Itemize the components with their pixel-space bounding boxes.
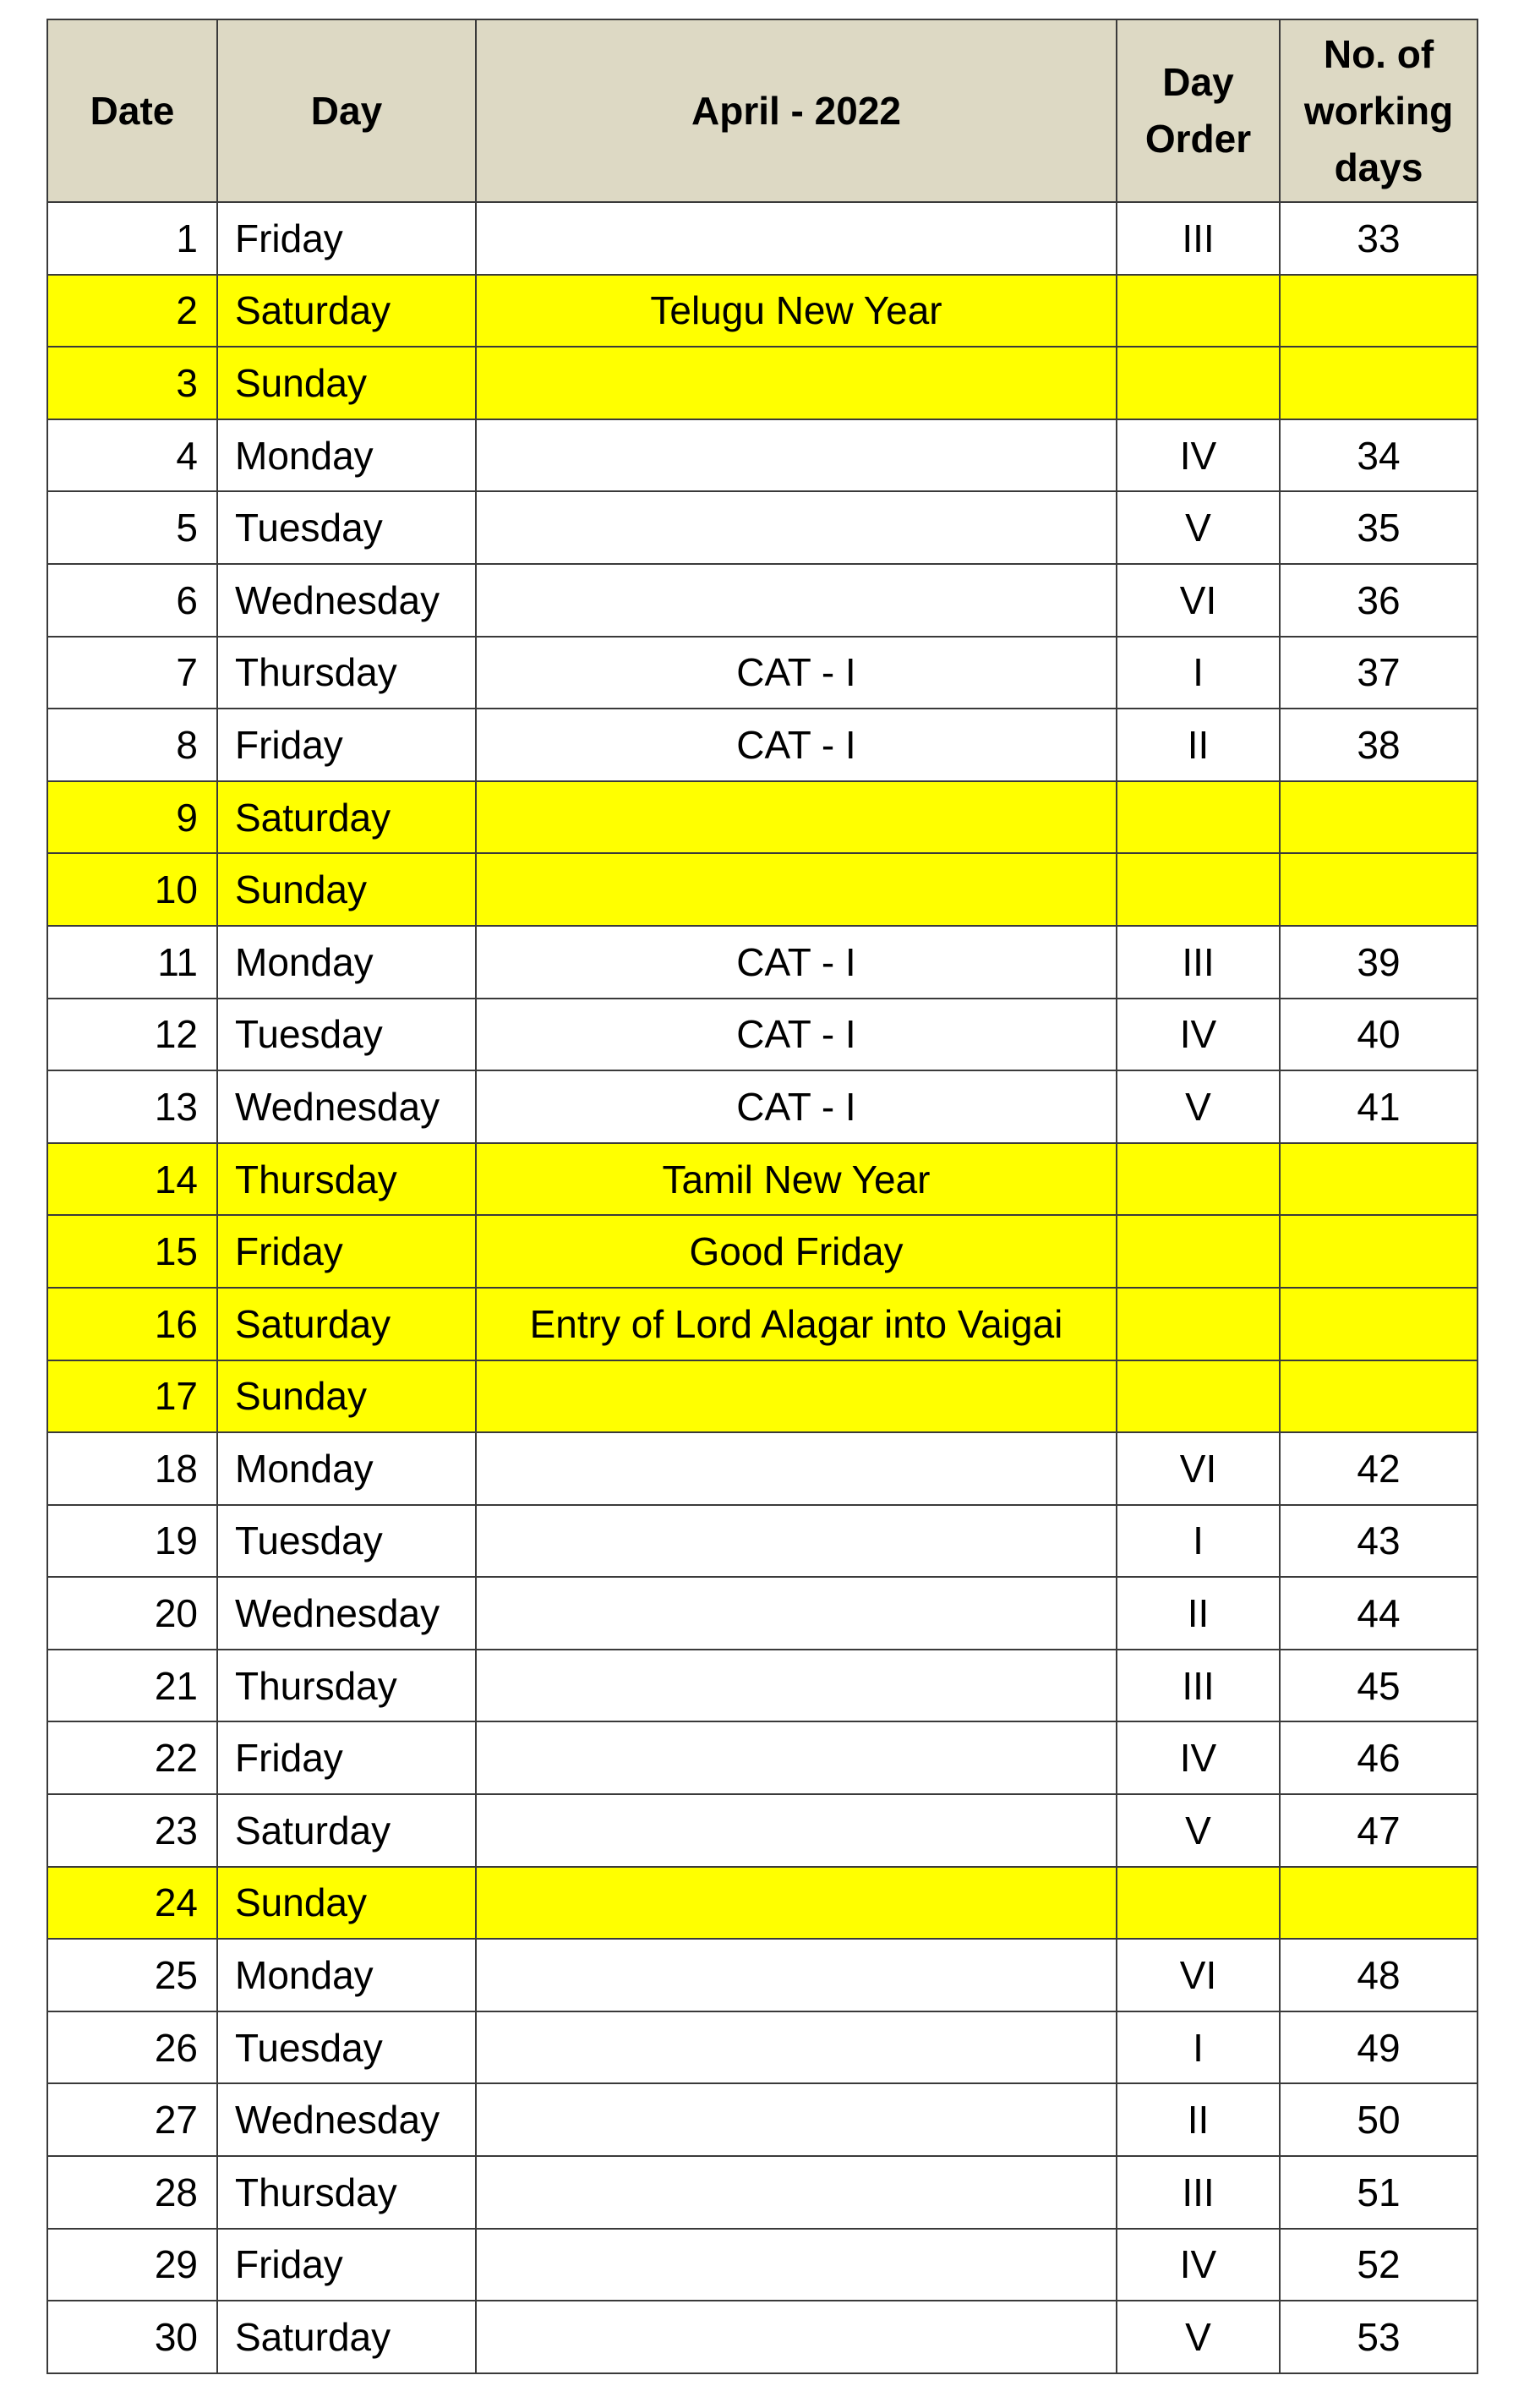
cell-day-order: II [1117,2083,1280,2156]
cell-day: Thursday [217,1143,476,1216]
cell-day-order: V [1117,491,1280,564]
table-row [47,999,1478,1071]
cell-day: Monday [217,419,476,492]
cell-working-days: 41 [1280,1070,1478,1143]
table-row [47,1794,1478,1867]
cell-working-days [1280,1288,1478,1360]
cell-working-days: 40 [1280,999,1478,1071]
cell-event [476,1721,1117,1794]
cell-day: Sunday [217,853,476,926]
cell-day: Saturday [217,2301,476,2373]
table-row [47,564,1478,637]
table-row [47,1867,1478,1940]
cell-day-order: I [1117,637,1280,709]
cell-working-days: 36 [1280,564,1478,637]
cell-date: 29 [47,2229,217,2301]
cell-event: Telugu New Year [476,275,1117,348]
cell-day: Tuesday [217,2011,476,2084]
cell-date: 2 [47,275,217,348]
cell-working-days [1280,347,1478,419]
table-row [47,926,1478,999]
cell-day-order [1117,1215,1280,1288]
cell-working-days [1280,275,1478,348]
cell-working-days: 38 [1280,709,1478,781]
cell-working-days: 48 [1280,1939,1478,2011]
cell-event: CAT - I [476,1070,1117,1143]
cell-date: 9 [47,781,217,854]
cell-day-order: II [1117,1577,1280,1650]
cell-day-order: III [1117,2156,1280,2229]
cell-day: Monday [217,1939,476,2011]
header-day: Day [217,19,476,202]
table-row [47,1360,1478,1433]
cell-event [476,781,1117,854]
cell-working-days: 44 [1280,1577,1478,1650]
cell-working-days: 35 [1280,491,1478,564]
cell-date: 23 [47,1794,217,1867]
cell-date: 22 [47,1721,217,1794]
table-row [47,853,1478,926]
cell-working-days [1280,1143,1478,1216]
cell-day: Friday [217,709,476,781]
cell-day-order: I [1117,2011,1280,2084]
cell-day: Wednesday [217,1577,476,1650]
table-row [47,2301,1478,2373]
table-header [47,19,1478,202]
cell-day: Sunday [217,347,476,419]
cell-day-order: V [1117,2301,1280,2373]
cell-working-days: 52 [1280,2229,1478,2301]
cell-date: 4 [47,419,217,492]
cell-day-order [1117,781,1280,854]
table-row [47,2011,1478,2084]
header-month: April - 2022 [476,19,1117,202]
cell-day-order: IV [1117,2229,1280,2301]
cell-event: Entry of Lord Alagar into Vaigai [476,1288,1117,1360]
cell-working-days: 53 [1280,2301,1478,2373]
table-row [47,1288,1478,1360]
cell-date: 17 [47,1360,217,1433]
cell-date: 12 [47,999,217,1071]
cell-event [476,2156,1117,2229]
cell-day-order [1117,1867,1280,1940]
cell-event [476,1867,1117,1940]
header-working-days-line2: working [1303,88,1454,133]
cell-event [476,1939,1117,2011]
header-working-days-line3: days [1334,145,1423,189]
table-row [47,2229,1478,2301]
cell-day: Tuesday [217,1505,476,1578]
cell-day-order: II [1117,709,1280,781]
cell-working-days: 46 [1280,1721,1478,1794]
table-row [47,1650,1478,1722]
table-row [47,275,1478,348]
cell-date: 14 [47,1143,217,1216]
table-row [47,1939,1478,2011]
table-row [47,419,1478,492]
academic-calendar-table [46,19,1478,2374]
cell-day-order [1117,275,1280,348]
header-working-days-line1: No. of [1323,31,1434,76]
cell-date: 3 [47,347,217,419]
cell-event [476,2301,1117,2373]
cell-day: Thursday [217,637,476,709]
cell-day-order: VI [1117,1432,1280,1505]
cell-date: 19 [47,1505,217,1578]
cell-event [476,564,1117,637]
table-row [47,781,1478,854]
cell-day-order: IV [1117,999,1280,1071]
cell-day: Saturday [217,1794,476,1867]
table-row [47,1721,1478,1794]
cell-event [476,2083,1117,2156]
cell-date: 28 [47,2156,217,2229]
table-row [47,2083,1478,2156]
cell-event [476,853,1117,926]
table-row [47,202,1478,275]
cell-event [476,1577,1117,1650]
cell-day: Friday [217,202,476,275]
cell-date: 1 [47,202,217,275]
cell-day: Monday [217,926,476,999]
cell-working-days: 34 [1280,419,1478,492]
cell-day-order: V [1117,1070,1280,1143]
cell-working-days [1280,1360,1478,1433]
cell-day: Thursday [217,2156,476,2229]
cell-date: 27 [47,2083,217,2156]
cell-working-days [1280,1215,1478,1288]
cell-date: 25 [47,1939,217,2011]
header-date: Date [47,19,217,202]
cell-date: 18 [47,1432,217,1505]
cell-day: Thursday [217,1650,476,1722]
header-day-order-line2: Order [1144,117,1252,161]
table-row [47,1215,1478,1288]
cell-day-order: VI [1117,564,1280,637]
cell-day: Friday [217,1215,476,1288]
cell-working-days: 50 [1280,2083,1478,2156]
header-day-order [1117,19,1280,202]
cell-event: CAT - I [476,999,1117,1071]
cell-date: 8 [47,709,217,781]
cell-event [476,1794,1117,1867]
cell-date: 21 [47,1650,217,1722]
cell-day-order: VI [1117,1939,1280,2011]
cell-day-order: IV [1117,1721,1280,1794]
cell-working-days: 43 [1280,1505,1478,1578]
cell-date: 5 [47,491,217,564]
cell-working-days: 45 [1280,1650,1478,1722]
cell-day-order: III [1117,202,1280,275]
cell-date: 20 [47,1577,217,1650]
cell-event [476,1650,1117,1722]
cell-working-days: 51 [1280,2156,1478,2229]
table-row [47,1143,1478,1216]
cell-event [476,2011,1117,2084]
cell-day: Sunday [217,1360,476,1433]
cell-day: Tuesday [217,491,476,564]
cell-day-order [1117,347,1280,419]
cell-date: 13 [47,1070,217,1143]
cell-day-order [1117,1288,1280,1360]
cell-day: Friday [217,1721,476,1794]
cell-date: 26 [47,2011,217,2084]
cell-event [476,491,1117,564]
cell-working-days: 33 [1280,202,1478,275]
cell-event [476,1432,1117,1505]
cell-event: CAT - I [476,637,1117,709]
header-working-days [1280,19,1478,202]
cell-working-days: 49 [1280,2011,1478,2084]
table-row [47,1432,1478,1505]
cell-date: 10 [47,853,217,926]
cell-working-days [1280,781,1478,854]
table-row [47,491,1478,564]
cell-day-order [1117,853,1280,926]
cell-date: 15 [47,1215,217,1288]
cell-working-days: 39 [1280,926,1478,999]
cell-day: Wednesday [217,564,476,637]
table-row [47,347,1478,419]
cell-event [476,419,1117,492]
cell-working-days [1280,1867,1478,1940]
cell-working-days: 47 [1280,1794,1478,1867]
cell-event [476,1505,1117,1578]
cell-date: 16 [47,1288,217,1360]
table-row [47,1505,1478,1578]
cell-event [476,347,1117,419]
cell-event [476,2229,1117,2301]
header-row [47,19,1478,202]
cell-working-days: 37 [1280,637,1478,709]
cell-day: Sunday [217,1867,476,1940]
table-row [47,637,1478,709]
cell-day: Tuesday [217,999,476,1071]
table-row [47,1070,1478,1143]
cell-day: Friday [217,2229,476,2301]
table-row [47,709,1478,781]
cell-day: Saturday [217,275,476,348]
cell-event: Good Friday [476,1215,1117,1288]
cell-event: CAT - I [476,709,1117,781]
cell-working-days [1280,853,1478,926]
cell-date: 11 [47,926,217,999]
cell-day: Monday [217,1432,476,1505]
cell-day-order: I [1117,1505,1280,1578]
cell-day: Wednesday [217,1070,476,1143]
cell-day-order [1117,1143,1280,1216]
cell-day: Saturday [217,781,476,854]
header-day-order-line1: Day [1162,60,1234,104]
table-row [47,2156,1478,2229]
cell-event [476,1360,1117,1433]
cell-event: Tamil New Year [476,1143,1117,1216]
cell-day-order [1117,1360,1280,1433]
table-body [47,202,1478,2373]
cell-date: 7 [47,637,217,709]
cell-date: 24 [47,1867,217,1940]
cell-date: 6 [47,564,217,637]
cell-day: Wednesday [217,2083,476,2156]
cell-day-order: III [1117,926,1280,999]
cell-date: 30 [47,2301,217,2373]
cell-working-days: 42 [1280,1432,1478,1505]
table-row [47,1577,1478,1650]
cell-event: CAT - I [476,926,1117,999]
cell-day-order: IV [1117,419,1280,492]
cell-day: Saturday [217,1288,476,1360]
cell-day-order: V [1117,1794,1280,1867]
cell-day-order: III [1117,1650,1280,1722]
cell-event [476,202,1117,275]
